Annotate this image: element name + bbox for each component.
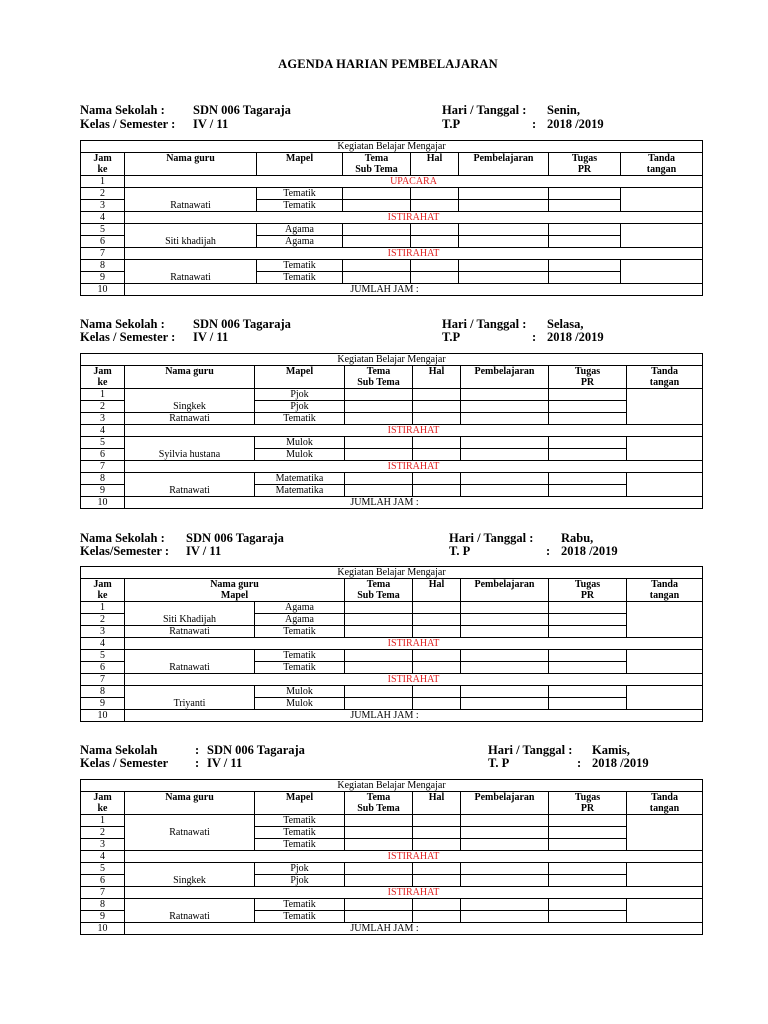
table-row: 7 ISTIRAHAT: [81, 461, 703, 473]
table-row: 4 ISTIRAHAT: [81, 851, 703, 863]
col-tanda: Tanda tangan: [627, 579, 703, 602]
tp-colon: :: [532, 330, 537, 344]
table-row: 1 Siti Khadijah Agama: [81, 602, 703, 614]
col-tema: Tema Sub Tema: [345, 366, 413, 389]
table-row: 9 Matematika: [81, 485, 703, 497]
day-block-kamis: [80, 743, 702, 934]
subject: Tematik: [255, 413, 345, 425]
break-label: ISTIRAHAT: [125, 212, 703, 224]
schedule-table: [80, 779, 703, 935]
break-label: ISTIRAHAT: [125, 425, 703, 437]
subject: Tematik: [255, 650, 345, 662]
col-tugas: Tugas PR: [549, 153, 621, 176]
col-jam: Jam ke: [81, 579, 125, 602]
total-hours: JUMLAH JAM :: [125, 497, 703, 509]
subject: Pjok: [255, 401, 345, 413]
col-jam: Jam ke: [81, 366, 125, 389]
subject: Tematik: [257, 260, 343, 272]
teacher-name: Singkek: [125, 863, 255, 887]
subject: Matematika: [255, 473, 345, 485]
day-value: Senin,: [547, 103, 581, 117]
teacher-name: Ratnawati: [125, 650, 255, 674]
tp-colon: :: [546, 544, 551, 558]
table-row: 1 Singkek Pjok: [81, 389, 703, 401]
subject: Tematik: [255, 839, 345, 851]
break-label: UPACARA: [125, 176, 703, 188]
school-colon: :: [195, 743, 200, 757]
day-label: Hari / Tanggal :: [442, 103, 527, 117]
table-row: 6 Agama: [81, 236, 703, 248]
teacher-name: Ratnawati: [125, 413, 255, 425]
col-mapel: Mapel: [255, 366, 345, 389]
table-row: 10 JUMLAH JAM :: [81, 710, 703, 722]
col-tanda: Tanda tangan: [627, 366, 703, 389]
class-colon: :: [195, 756, 200, 770]
class-label: Kelas / Semester :: [80, 117, 176, 131]
table-row: 10 JUMLAH JAM :: [81, 923, 703, 935]
day-block-senin: [80, 103, 702, 295]
table-row: 10 JUMLAH JAM :: [81, 284, 703, 296]
school-value: SDN 006 Tagaraja: [186, 531, 284, 545]
table-row: 9 Mulok: [81, 698, 703, 710]
col-tema: Tema Sub Tema: [345, 579, 413, 602]
page-title: AGENDA HARIAN PEMBELAJARAN: [278, 57, 498, 71]
teacher-name: Ratnawati: [125, 815, 255, 851]
col-tema: Tema Sub Tema: [345, 792, 413, 815]
subject: Tematik: [257, 272, 343, 284]
col-tanda: Tanda tangan: [627, 792, 703, 815]
subject: Pjok: [255, 389, 345, 401]
table-row: 3 Tematik: [81, 839, 703, 851]
table-row: 7 ISTIRAHAT: [81, 674, 703, 686]
break-label: ISTIRAHAT: [125, 638, 703, 650]
day-value: Kamis,: [592, 743, 630, 757]
table-row: 1 UPACARA: [81, 176, 703, 188]
subject: Tematik: [255, 911, 345, 923]
subject: Tematik: [257, 200, 343, 212]
school-value: SDN 006 Tagaraja: [207, 743, 305, 757]
table-caption: Kegiatan Belajar Mengajar: [81, 141, 703, 153]
teacher-name: Ratnawati: [125, 188, 257, 212]
table-row: 7 ISTIRAHAT: [81, 887, 703, 899]
day-label: Hari / Tanggal :: [488, 743, 573, 757]
col-pembelajaran: Pembelajaran: [461, 579, 549, 602]
teacher-name: Ratnawati: [125, 260, 257, 284]
subject: Pjok: [255, 863, 345, 875]
table-row: 8 Triyanti Mulok: [81, 686, 703, 698]
class-label: Kelas / Semester: [80, 756, 169, 770]
teacher-name: Ratnawati: [125, 473, 255, 497]
col-mapel: Mapel: [255, 792, 345, 815]
table-row: 1 Ratnawati Tematik: [81, 815, 703, 827]
col-tugas: Tugas PR: [549, 792, 627, 815]
tp-label: T.P: [442, 330, 461, 344]
subject: Agama: [255, 614, 345, 626]
table-header-row: [81, 792, 703, 815]
col-hal: Hal: [411, 153, 459, 176]
school-label: Nama Sekolah: [80, 743, 158, 757]
table-caption: Kegiatan Belajar Mengajar: [81, 567, 703, 579]
col-mapel: Mapel: [257, 153, 343, 176]
col-jam: Jam ke: [81, 792, 125, 815]
class-value: IV / 11: [186, 544, 222, 558]
subject: Pjok: [255, 875, 345, 887]
tp-value: 2018 /2019: [547, 330, 604, 344]
col-hal: Hal: [413, 792, 461, 815]
day-label: Hari / Tanggal :: [442, 317, 527, 331]
break-label: ISTIRAHAT: [125, 851, 703, 863]
subject: Tematik: [255, 827, 345, 839]
school-label: Nama Sekolah :: [80, 531, 165, 545]
teacher-name: Ratnawati: [125, 899, 255, 923]
class-value: IV / 11: [207, 756, 243, 770]
table-row: 2 Pjok: [81, 401, 703, 413]
col-nama-guru: Nama guru: [125, 153, 257, 176]
col-tugas: Tugas PR: [549, 366, 627, 389]
total-hours: JUMLAH JAM :: [125, 923, 703, 935]
class-label: Kelas/Semester :: [80, 544, 169, 558]
schedule-table: [80, 140, 703, 296]
teacher-name: Triyanti: [125, 686, 255, 710]
day-header: [80, 317, 702, 347]
school-value: SDN 006 Tagaraja: [193, 317, 291, 331]
break-label: ISTIRAHAT: [125, 674, 703, 686]
day-value: Selasa,: [547, 317, 584, 331]
class-value: IV / 11: [193, 330, 229, 344]
table-row: 10 JUMLAH JAM :: [81, 497, 703, 509]
table-row: 8 Ratnawati Tematik: [81, 899, 703, 911]
table-row: 4 ISTIRAHAT: [81, 638, 703, 650]
subject: Matematika: [255, 485, 345, 497]
table-row: 6 Pjok: [81, 875, 703, 887]
day-header: [80, 103, 702, 133]
table-row: 6 Mulok: [81, 449, 703, 461]
subject: Mulok: [255, 698, 345, 710]
table-header-row: [81, 153, 703, 176]
table-row: 4 ISTIRAHAT: [81, 212, 703, 224]
day-header: [80, 743, 702, 773]
col-hal: Hal: [413, 579, 461, 602]
schedule-table: [80, 566, 703, 722]
school-label: Nama Sekolah :: [80, 317, 165, 331]
table-row: 2 Agama: [81, 614, 703, 626]
col-nama-guru: Nama guru: [125, 366, 255, 389]
tp-value: 2018 /2019: [547, 117, 604, 131]
teacher-name: Ratnawati: [125, 626, 255, 638]
col-hal: Hal: [413, 366, 461, 389]
day-block-selasa: [80, 317, 702, 508]
tp-colon: :: [532, 117, 537, 131]
table-row: 2 Ratnawati Tematik: [81, 188, 703, 200]
day-label: Hari / Tanggal :: [449, 531, 534, 545]
table-row: 8 Ratnawati Tematik: [81, 260, 703, 272]
col-pembelajaran: Pembelajaran: [461, 792, 549, 815]
school-label: Nama Sekolah :: [80, 103, 165, 117]
tp-value: 2018 /2019: [592, 756, 649, 770]
class-value: IV / 11: [193, 117, 229, 131]
tp-value: 2018 /2019: [561, 544, 618, 558]
day-header: [80, 531, 702, 561]
table-row: 3 Ratnawati Tematik: [81, 413, 703, 425]
table-header-row: [81, 366, 703, 389]
teacher-name: Siti Khadijah: [125, 602, 255, 626]
table-row: 2 Tematik: [81, 827, 703, 839]
break-label: ISTIRAHAT: [125, 461, 703, 473]
col-nama-guru-mapel: Nama guru Mapel: [125, 579, 345, 602]
subject: Tematik: [255, 815, 345, 827]
teacher-name: Siti khadijah: [125, 224, 257, 248]
subject: Mulok: [255, 437, 345, 449]
col-tema: Tema Sub Tema: [343, 153, 411, 176]
subject: Mulok: [255, 686, 345, 698]
teacher-name: Singkek: [125, 389, 255, 413]
table-row: 9 Tematik: [81, 911, 703, 923]
col-pembelajaran: Pembelajaran: [461, 366, 549, 389]
table-row: 5 Ratnawati Tematik: [81, 650, 703, 662]
table-caption: Kegiatan Belajar Mengajar: [81, 780, 703, 792]
table-row: 7 ISTIRAHAT: [81, 248, 703, 260]
schedule-table: [80, 353, 703, 509]
table-caption: Kegiatan Belajar Mengajar: [81, 354, 703, 366]
day-value: Rabu,: [561, 531, 594, 545]
break-label: ISTIRAHAT: [125, 248, 703, 260]
tp-label: T.P: [442, 117, 461, 131]
table-row: 3 Tematik: [81, 200, 703, 212]
table-row: 8 Ratnawati Matematika: [81, 473, 703, 485]
table-header-row: [81, 579, 703, 602]
subject: Agama: [257, 236, 343, 248]
subject: Tematik: [255, 626, 345, 638]
col-tanda: Tanda tangan: [621, 153, 703, 176]
table-row: 6 Tematik: [81, 662, 703, 674]
class-label: Kelas / Semester :: [80, 330, 176, 344]
subject: Tematik: [257, 188, 343, 200]
col-tugas: Tugas PR: [549, 579, 627, 602]
table-row: 9 Tematik: [81, 272, 703, 284]
table-row: 5 Siti khadijah Agama: [81, 224, 703, 236]
day-block-rabu: [80, 531, 702, 721]
teacher-name: Syilvia hustana: [125, 437, 255, 461]
table-row: 4 ISTIRAHAT: [81, 425, 703, 437]
subject: Agama: [257, 224, 343, 236]
total-hours: JUMLAH JAM :: [125, 710, 703, 722]
subject: Tematik: [255, 899, 345, 911]
col-pembelajaran: Pembelajaran: [459, 153, 549, 176]
tp-colon: :: [577, 756, 582, 770]
table-row: 3 Ratnawati Tematik: [81, 626, 703, 638]
col-nama-guru: Nama guru: [125, 792, 255, 815]
subject: Agama: [255, 602, 345, 614]
subject: Mulok: [255, 449, 345, 461]
school-value: SDN 006 Tagaraja: [193, 103, 291, 117]
table-row: 5 Singkek Pjok: [81, 863, 703, 875]
col-jam: Jam ke: [81, 153, 125, 176]
tp-label: T. P: [488, 756, 510, 770]
total-hours: JUMLAH JAM :: [125, 284, 703, 296]
break-label: ISTIRAHAT: [125, 887, 703, 899]
tp-label: T. P: [449, 544, 471, 558]
table-row: 5 Syilvia hustana Mulok: [81, 437, 703, 449]
subject: Tematik: [255, 662, 345, 674]
